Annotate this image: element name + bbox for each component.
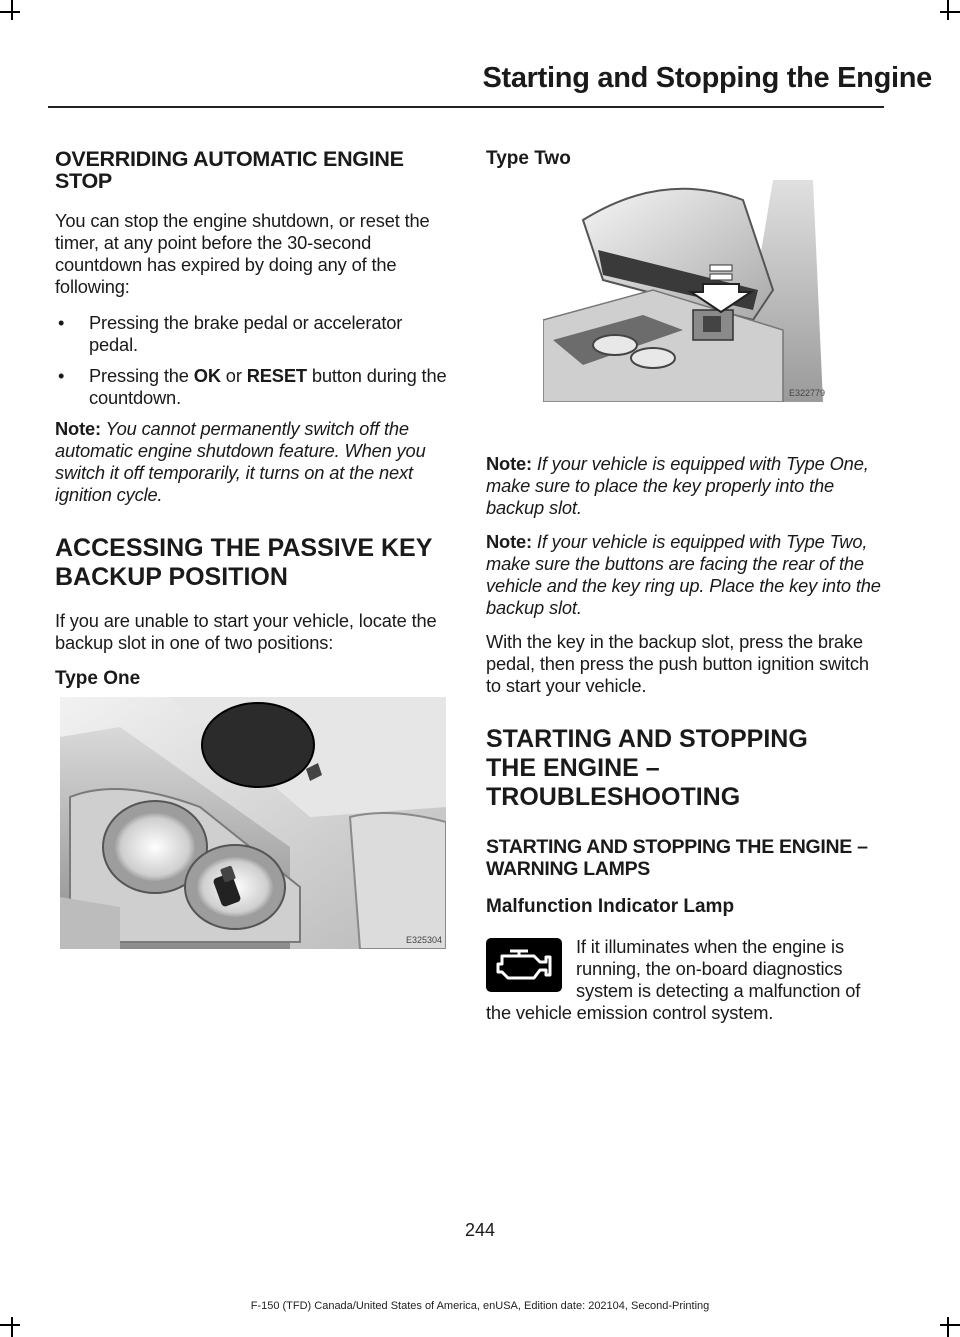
list-item-text: button during the countdown.	[89, 365, 447, 408]
note-label: Note:	[486, 531, 532, 552]
lamp-title: Malfunction Indicator Lamp	[486, 896, 735, 917]
lamp-description-block	[486, 936, 882, 1024]
crop-mark	[940, 1324, 960, 1326]
type-two-label: Type Two	[486, 148, 571, 169]
crop-mark	[947, 1317, 949, 1337]
backup-start-paragraph: With the key in the backup slot, press the brake pedal, then press the push button ignition switch to start your vehicle.	[486, 631, 869, 696]
crop-mark	[11, 1317, 13, 1337]
note	[486, 453, 882, 519]
note-text: If your vehicle is equipped with Type One, make sure to place the key properly into the backup slot.	[486, 453, 869, 518]
reset-button-label: RESET	[246, 365, 307, 386]
bullet-dot: •	[58, 365, 65, 386]
armrest-backup-slot-illustration	[543, 180, 829, 402]
title-divider	[48, 106, 884, 108]
backup-paragraph: If you are unable to start your vehicle, locate the backup slot in one of two positions:	[55, 610, 437, 653]
note	[55, 418, 451, 506]
bullet-dot: •	[58, 312, 65, 333]
check-engine-icon	[494, 947, 554, 983]
ok-button-label: OK	[193, 365, 221, 386]
crop-mark	[940, 11, 960, 13]
note	[486, 531, 882, 619]
page-title: Starting and Stopping the Engine	[482, 62, 932, 94]
section-heading-troubleshooting-line1: STARTING AND STOPPING	[486, 725, 808, 753]
subsection-heading-warning-lamps: STARTING AND STOPPING THE ENGINE – WARNING LAMPS	[486, 836, 868, 880]
type-one-image	[60, 697, 446, 949]
edition-footer: F-150 (TFD) Canada/United States of America, enUSA, Edition date: 202104, Second-Printing	[250, 1300, 710, 1312]
page-number: 244	[464, 1220, 496, 1240]
engine-icon	[486, 938, 562, 992]
intro-paragraph: You can stop the engine shutdown, or reset the timer, at any point before the 30-second countdown has expired by doing any of the following:	[55, 210, 430, 297]
type-two-image	[543, 180, 829, 402]
note-text: If your vehicle is equipped with Type Two, make sure the buttons are facing the rear of the vehicle and the key ring up. Place the key into the backup slot.	[486, 531, 881, 618]
lamp-description: If it illuminates when the engine is running, the on-board diagnostics system is detecting a malfunction of the vehicle emission control system.	[486, 936, 861, 1023]
right-column	[486, 148, 882, 170]
section-heading-passive-key-line2: BACKUP POSITION	[55, 563, 288, 591]
list-item	[55, 365, 451, 409]
image-code: E322779	[788, 388, 825, 398]
list-item-text: Pressing the	[89, 365, 194, 386]
note-label: Note:	[55, 418, 101, 439]
crop-mark	[947, 0, 949, 20]
image-code: E325304	[405, 935, 442, 945]
console-cupholder-illustration	[60, 697, 446, 949]
crop-mark	[0, 1324, 20, 1326]
list-item-text: or	[220, 365, 247, 386]
section-heading-override: OVERRIDING AUTOMATIC ENGINE STOP	[55, 147, 404, 193]
left-column	[55, 148, 451, 690]
crop-mark	[11, 0, 13, 20]
section-heading-troubleshooting-line2: THE ENGINE –	[486, 754, 660, 782]
note-text: You cannot permanently switch off the automatic engine shutdown feature. When you switch it off temporarily, it turns on at the next ignition cycle.	[55, 418, 426, 505]
override-list	[55, 312, 451, 409]
section-heading-passive-key-line1: ACCESSING THE PASSIVE KEY	[55, 534, 433, 562]
list-item	[55, 312, 451, 356]
section-heading-troubleshooting-line3: TROUBLESHOOTING	[486, 783, 741, 811]
type-one-label: Type One	[55, 668, 141, 689]
note-label: Note:	[486, 453, 532, 474]
right-column-lower	[486, 453, 882, 1024]
crop-mark	[0, 11, 20, 13]
list-item-text: Pressing the brake pedal or accelerator pedal.	[89, 312, 403, 355]
